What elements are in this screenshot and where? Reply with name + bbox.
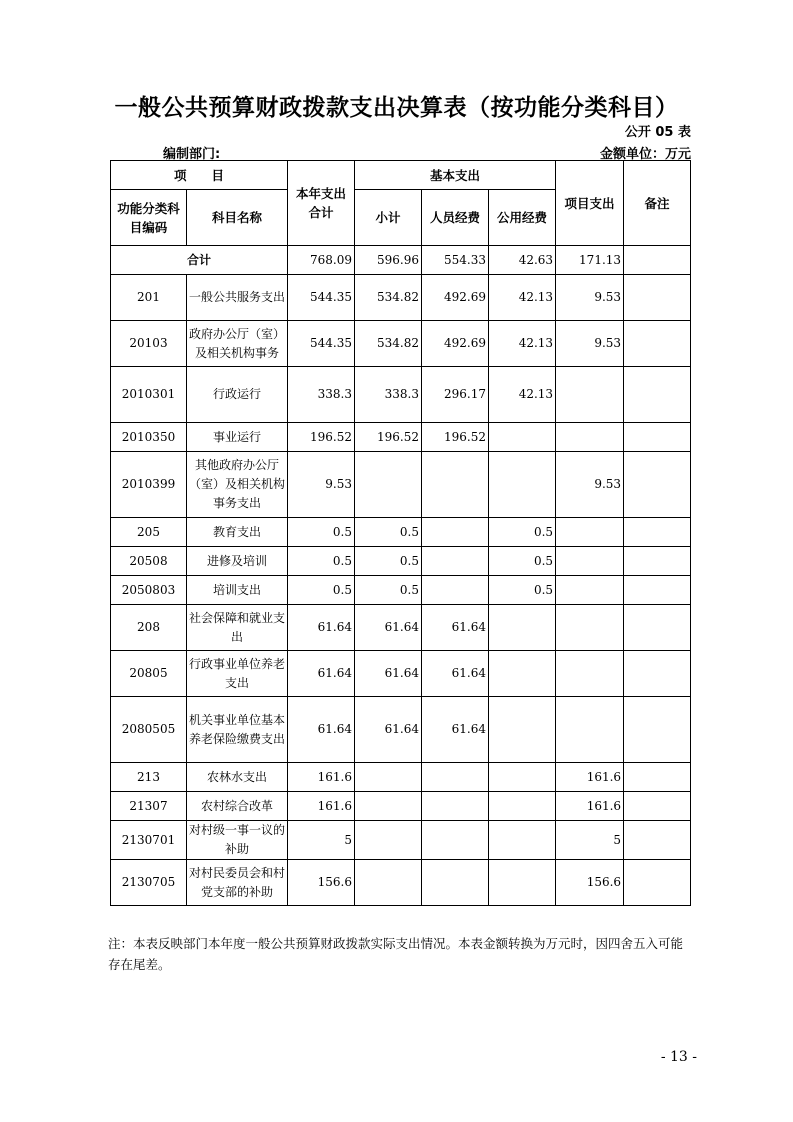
row-remark <box>624 367 691 423</box>
row-code: 2010350 <box>111 423 187 452</box>
table-row <box>111 576 691 605</box>
row-remark <box>624 452 691 518</box>
total-public: 42.63 <box>489 246 556 275</box>
row-project <box>556 547 624 576</box>
row-subject-name: 行政运行 <box>187 367 288 423</box>
row-public <box>489 605 556 651</box>
row-code: 2050803 <box>111 576 187 605</box>
row-public: 0.5 <box>489 518 556 547</box>
row-year-total: 196.52 <box>288 423 355 452</box>
total-project: 171.13 <box>556 246 624 275</box>
table-row <box>111 547 691 576</box>
row-subject-name: 其他政府办公厅（室）及相关机构事务支出 <box>187 452 288 518</box>
table-row <box>111 321 691 367</box>
row-personnel: 61.64 <box>422 605 489 651</box>
total-personnel: 554.33 <box>422 246 489 275</box>
row-code: 20508 <box>111 547 187 576</box>
row-remark <box>624 792 691 821</box>
row-personnel: 492.69 <box>422 321 489 367</box>
row-year-total: 161.6 <box>288 792 355 821</box>
row-public: 42.13 <box>489 275 556 321</box>
row-year-total: 0.5 <box>288 547 355 576</box>
dept-label: 编制部门: <box>163 147 221 162</box>
row-year-total: 61.64 <box>288 651 355 697</box>
row-subject-name: 进修及培训 <box>187 547 288 576</box>
header-year-total: 本年支出合计 <box>288 161 355 246</box>
table-row <box>111 518 691 547</box>
row-code: 2010301 <box>111 367 187 423</box>
row-project: 9.53 <box>556 452 624 518</box>
row-year-total: 0.5 <box>288 576 355 605</box>
row-project: 9.53 <box>556 275 624 321</box>
row-personnel: 61.64 <box>422 651 489 697</box>
row-code: 2130701 <box>111 821 187 860</box>
row-public <box>489 697 556 763</box>
table-row <box>111 605 691 651</box>
row-public: 42.13 <box>489 321 556 367</box>
row-subtotal <box>355 763 422 792</box>
row-remark <box>624 860 691 906</box>
row-project: 5 <box>556 821 624 860</box>
row-subtotal: 0.5 <box>355 547 422 576</box>
page-title: 一般公共预算财政拨款支出决算表（按功能分类科目） <box>114 95 679 121</box>
row-subtotal: 338.3 <box>355 367 422 423</box>
row-code: 201 <box>111 275 187 321</box>
row-public <box>489 821 556 860</box>
row-year-total: 544.35 <box>288 275 355 321</box>
row-public: 0.5 <box>489 576 556 605</box>
row-project <box>556 697 624 763</box>
row-remark <box>624 605 691 651</box>
row-personnel <box>422 518 489 547</box>
row-year-total: 161.6 <box>288 763 355 792</box>
header-project: 项目支出 <box>556 161 624 246</box>
row-subject-name: 农村综合改革 <box>187 792 288 821</box>
row-year-total: 61.64 <box>288 605 355 651</box>
row-subtotal <box>355 821 422 860</box>
row-project <box>556 367 624 423</box>
row-subtotal: 534.82 <box>355 275 422 321</box>
header-func-code: 功能分类科目编码 <box>111 190 187 246</box>
header-subtotal: 小计 <box>355 190 422 246</box>
row-subject-name: 农林水支出 <box>187 763 288 792</box>
total-row <box>111 246 691 275</box>
total-remark <box>624 246 691 275</box>
row-remark <box>624 763 691 792</box>
table-row <box>111 651 691 697</box>
row-year-total: 9.53 <box>288 452 355 518</box>
row-project: 156.6 <box>556 860 624 906</box>
table-row <box>111 763 691 792</box>
row-project <box>556 518 624 547</box>
row-subject-name: 对村级一事一议的补助 <box>187 821 288 860</box>
row-project <box>556 423 624 452</box>
total-subtotal: 596.96 <box>355 246 422 275</box>
row-subject-name: 对村民委员会和村党支部的补助 <box>187 860 288 906</box>
row-remark <box>624 518 691 547</box>
total-year-total: 768.09 <box>288 246 355 275</box>
row-personnel <box>422 763 489 792</box>
row-remark <box>624 697 691 763</box>
row-year-total: 61.64 <box>288 697 355 763</box>
row-code: 213 <box>111 763 187 792</box>
row-project: 9.53 <box>556 321 624 367</box>
row-subtotal: 196.52 <box>355 423 422 452</box>
row-personnel: 296.17 <box>422 367 489 423</box>
row-subject-name: 教育支出 <box>187 518 288 547</box>
row-subtotal <box>355 792 422 821</box>
header-public: 公用经费 <box>489 190 556 246</box>
row-year-total: 544.35 <box>288 321 355 367</box>
row-subtotal: 0.5 <box>355 576 422 605</box>
unit-label: 金额单位：万元 <box>599 147 691 162</box>
row-personnel <box>422 547 489 576</box>
row-project <box>556 576 624 605</box>
row-project: 161.6 <box>556 763 624 792</box>
header-subject-name: 科目名称 <box>187 190 288 246</box>
row-code: 2080505 <box>111 697 187 763</box>
row-year-total: 0.5 <box>288 518 355 547</box>
row-code: 20805 <box>111 651 187 697</box>
row-public <box>489 452 556 518</box>
row-personnel <box>422 452 489 518</box>
row-code: 21307 <box>111 792 187 821</box>
row-project <box>556 651 624 697</box>
row-remark <box>624 821 691 860</box>
row-code: 2010399 <box>111 452 187 518</box>
row-remark <box>624 547 691 576</box>
row-remark <box>624 275 691 321</box>
row-public <box>489 763 556 792</box>
table-row <box>111 275 691 321</box>
row-public <box>489 860 556 906</box>
row-code: 20103 <box>111 321 187 367</box>
row-subject-name: 事业运行 <box>187 423 288 452</box>
row-subject-name: 政府办公厅（室）及相关机构事务 <box>187 321 288 367</box>
form-code: 公开 05 表 <box>624 125 691 140</box>
row-subtotal: 534.82 <box>355 321 422 367</box>
row-year-total: 156.6 <box>288 860 355 906</box>
table-row <box>111 860 691 906</box>
header-item: 项 目 <box>111 161 288 190</box>
header-basic: 基本支出 <box>355 161 556 190</box>
table-row <box>111 367 691 423</box>
row-subtotal: 61.64 <box>355 651 422 697</box>
row-personnel <box>422 792 489 821</box>
row-subject-name: 社会保障和就业支出 <box>187 605 288 651</box>
row-subject-name: 机关事业单位基本养老保险缴费支出 <box>187 697 288 763</box>
page-number: - 13 - <box>660 1049 697 1065</box>
row-subtotal <box>355 452 422 518</box>
table-row <box>111 452 691 518</box>
row-project <box>556 605 624 651</box>
header-personnel: 人员经费 <box>422 190 489 246</box>
row-subject-name: 行政事业单位养老支出 <box>187 651 288 697</box>
row-code: 208 <box>111 605 187 651</box>
row-remark <box>624 321 691 367</box>
row-subtotal: 61.64 <box>355 697 422 763</box>
row-subtotal: 0.5 <box>355 518 422 547</box>
expenditure-table <box>110 160 691 906</box>
row-personnel <box>422 576 489 605</box>
table-row <box>111 792 691 821</box>
row-public <box>489 792 556 821</box>
row-personnel <box>422 821 489 860</box>
table-row <box>111 697 691 763</box>
row-personnel: 492.69 <box>422 275 489 321</box>
row-project: 161.6 <box>556 792 624 821</box>
row-public <box>489 651 556 697</box>
row-subtotal: 61.64 <box>355 605 422 651</box>
row-code: 2130705 <box>111 860 187 906</box>
row-code: 205 <box>111 518 187 547</box>
row-year-total: 5 <box>288 821 355 860</box>
row-public <box>489 423 556 452</box>
footnote: 注：本表反映部门本年度一般公共预算财政拨款实际支出情况。本表金额转换为万元时，因四舍五入可能存在尾差。 <box>108 936 684 972</box>
row-remark <box>624 423 691 452</box>
row-public: 42.13 <box>489 367 556 423</box>
row-subject-name: 培训支出 <box>187 576 288 605</box>
row-subtotal <box>355 860 422 906</box>
row-subject-name: 一般公共服务支出 <box>187 275 288 321</box>
row-personnel <box>422 860 489 906</box>
row-remark <box>624 651 691 697</box>
row-personnel: 196.52 <box>422 423 489 452</box>
row-personnel: 61.64 <box>422 697 489 763</box>
table-row <box>111 821 691 860</box>
row-year-total: 338.3 <box>288 367 355 423</box>
table-row <box>111 423 691 452</box>
row-remark <box>624 576 691 605</box>
total-label: 合计 <box>111 246 288 275</box>
row-public: 0.5 <box>489 547 556 576</box>
header-remark: 备注 <box>624 161 691 246</box>
